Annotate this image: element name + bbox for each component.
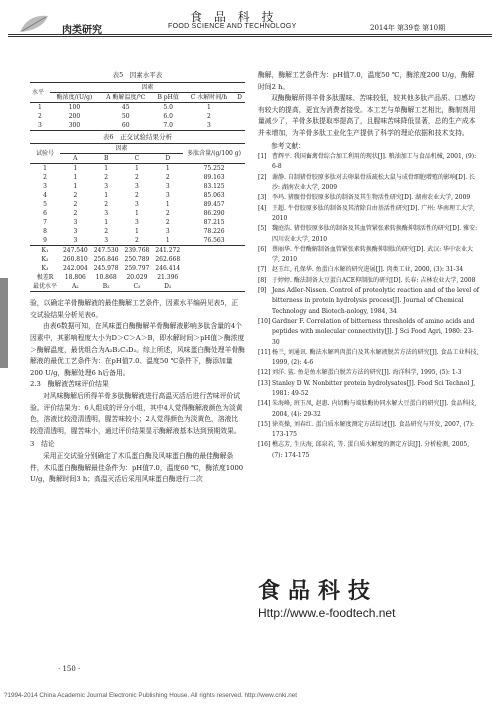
- table-cell: 1: [207, 103, 211, 111]
- table-cell: 6: [43, 210, 47, 218]
- reference-number: [7]: [258, 266, 267, 274]
- table-cell: 3: [165, 183, 170, 191]
- table-row: [30, 200, 245, 209]
- table-cell: [183, 282, 245, 292]
- table-cell: 5: [43, 201, 47, 209]
- table-cell: 76.563: [203, 237, 225, 245]
- paragraph: 双酶酶解所得羊骨多肽腥味、苦味较低，较其他多肽产品质、口感均有较大的提高，更宜为消费者接受。本工艺与单酶解工艺相比，酶制剂用量减少了，羊骨多肽提取率提高了，且腥味苦味降低显著，总的生产成本并未增加，为羊骨多肽工业化生产提供了科学的理论依据和技术支持。: [258, 94, 476, 137]
- table-cell: 262.668: [155, 256, 181, 264]
- header-rule: [8, 34, 492, 35]
- table6-title: 表6 正交试验结果分析: [102, 132, 173, 141]
- journal-title-cn: 食 品 科 技: [190, 10, 278, 24]
- table-cell: 1: [135, 228, 139, 236]
- section-heading: 3 结论: [30, 440, 55, 449]
- table-cell: 2: [165, 219, 170, 227]
- table5-title: 表5 因素水平表: [112, 71, 163, 79]
- table6-factor: C: [134, 155, 140, 163]
- reference-item: [258, 224, 480, 245]
- table-cell: [183, 264, 245, 273]
- table-row: [30, 209, 245, 218]
- table-cell: 3: [207, 121, 211, 129]
- reference-text: 刘洋. 鲨. 鱼是鱼水解蛋白脱苦方法的研究[J]. 海洋科学, 1995, (5): 1-3: [272, 369, 462, 377]
- table5-col-header: A 酶解温度/℃: [106, 93, 146, 101]
- reference-item: [258, 173, 480, 194]
- reference-number: [2]: [258, 173, 267, 181]
- leaf-logo-icon: [18, 12, 58, 36]
- table-cell: 1: [104, 192, 109, 200]
- left-column: [30, 70, 245, 486]
- reference-number: [6]: [258, 245, 267, 253]
- table-cell: 20.029: [126, 274, 148, 282]
- reference-number: [1]: [258, 153, 267, 161]
- table-cell: 3: [73, 237, 78, 245]
- section-heading: 2.3 酶解液苦味评价结果: [30, 380, 109, 389]
- table5-col-header: C 水解时间/h: [190, 93, 228, 101]
- table-row: [30, 164, 245, 174]
- table-cell: 2: [165, 174, 170, 182]
- table-cell: 241.272: [155, 247, 181, 255]
- table-cell: 85.063: [203, 192, 225, 200]
- table-cell: 7.0: [163, 121, 173, 129]
- table-cell: 极差R: [36, 274, 54, 282]
- table-cell: 3: [104, 183, 109, 191]
- table-cell: 2: [104, 228, 109, 236]
- reference-number: [8]: [258, 276, 267, 284]
- table-cell: 10.868: [95, 274, 117, 282]
- table-cell: 247.530: [93, 247, 119, 255]
- table-cell: 2: [135, 192, 139, 200]
- table-cell: 2: [135, 237, 139, 245]
- table-cell: A₂: [71, 283, 79, 291]
- table-cell: 259.797: [124, 265, 150, 273]
- right-column: [258, 70, 480, 461]
- table-cell: 89.457: [203, 201, 225, 209]
- table-cell: 1: [73, 183, 78, 191]
- page-number: · 150 ·: [58, 665, 81, 673]
- table-cell: 83.125: [203, 183, 225, 191]
- table-row: [30, 173, 245, 182]
- table-cell: K₁: [41, 247, 49, 255]
- header-rule-thin: [8, 36, 492, 37]
- journal-title-en: FOOD SCIENCE AND TECHNOLOGY: [168, 23, 297, 30]
- table-cell: 60: [121, 121, 130, 129]
- table-cell: 3: [135, 183, 139, 191]
- table-cell: 1: [43, 165, 47, 173]
- table-cell: 7: [43, 219, 47, 227]
- table-cell: 3: [73, 219, 78, 227]
- reference-item: [258, 245, 480, 266]
- table5-col-header: B pH值: [157, 93, 179, 101]
- reference-number: [5]: [258, 225, 267, 233]
- reference-text: 杨兰, 刘通讯. 酶法水解鸡肉蛋白及其水解液脱苦方法的研究[J]. 食品工业科技, 1999, (2): 4-6: [272, 348, 479, 367]
- reference-number: [13]: [258, 379, 271, 387]
- paragraph: 采用正交试验分别确定了木瓜蛋白酶及风味蛋白酶的最佳酶解条件，木瓜蛋白酶酶解最佳条件为：pH值7.0，温度60 ℃，酶浓度1000 U/g，酶解时间3 h；高温灭活后采用风味蛋白酶进行二次: [30, 451, 244, 484]
- table-cell: 2: [43, 174, 47, 182]
- reference-number: [16]: [258, 441, 271, 449]
- reference-item: [258, 193, 480, 203]
- table-row: [30, 282, 245, 292]
- reference-text: 魏庭浩. 猪骨胶原多肽的制备及其血管紧张素转换酶抑制活性的研究[D]. 雅安: 四川农业大学, 2010: [272, 225, 478, 243]
- table-row: [30, 273, 245, 282]
- side-tab-marker: [0, 278, 8, 368]
- table-cell: 1: [38, 103, 42, 111]
- table5-col-header: D: [237, 93, 242, 101]
- table-cell: 2: [73, 201, 78, 209]
- table-cell: 247.540: [62, 247, 88, 255]
- table6: [30, 143, 245, 292]
- table-cell: 9: [43, 237, 47, 245]
- reference-item: [258, 276, 480, 286]
- table-cell: 3: [165, 228, 170, 236]
- table-cell: 2: [38, 112, 42, 120]
- table6-result-header: 多肽含量/(g/100 g): [187, 150, 241, 158]
- table-row: [30, 264, 245, 273]
- table6-factor: B: [103, 155, 109, 163]
- reference-number: [3]: [258, 194, 267, 202]
- reference-item: [258, 379, 480, 400]
- table-cell: 1: [135, 210, 139, 218]
- reference-number: [12]: [258, 369, 271, 377]
- table-row: [30, 255, 245, 264]
- table6-trial-header: 试验号: [35, 150, 54, 158]
- table-cell: 3: [104, 210, 109, 218]
- reference-text: 蔡丽华. 牛骨酶解制备血管紧张素转换酶抑制肽的研究[D]. 武汉: 华中农业大学, 2010: [272, 245, 474, 264]
- reference-number: [14]: [258, 400, 271, 408]
- table-cell: 86.290: [203, 210, 225, 218]
- table-row: [30, 218, 245, 227]
- journal-url: Http://www.e-foodtech.net: [258, 606, 396, 620]
- table-cell: 1: [73, 174, 78, 182]
- paragraph: 酶解，酶解工艺条件为：pH值7.0，温度50 ℃，酶浓度200 U/g，酶解时间2 h。: [258, 71, 475, 91]
- reference-item: [258, 368, 480, 378]
- reference-item: [258, 420, 480, 441]
- table-cell: K₃: [41, 265, 49, 273]
- reference-text: 赵玉红, 孔保华. 鱼蛋白水解的研究进展[J]. 肉类工业, 2000, (3): 31-34: [272, 266, 464, 274]
- table-cell: 100: [68, 103, 81, 111]
- table-row: [30, 227, 245, 236]
- table5-factor-header: 因素: [50, 82, 245, 92]
- reference-number: [15]: [258, 420, 271, 428]
- table-cell: [183, 246, 245, 256]
- table-cell: 2: [73, 210, 78, 218]
- table-cell: 1: [104, 165, 109, 173]
- reference-number: [9]: [258, 287, 267, 295]
- table-cell: 8: [43, 228, 47, 236]
- table-row: [30, 246, 245, 256]
- table-cell: 3: [73, 228, 78, 236]
- reference-item: [258, 204, 480, 225]
- reference-text: 李玛. 猪髋骨骨胶原多肽的制备及其生物活性研究[D]. 湖南农业大学, 2009: [272, 194, 471, 202]
- table-cell: 2: [207, 112, 211, 120]
- table-row: [30, 182, 245, 191]
- table-cell: 5.0: [163, 103, 173, 111]
- table-cell: D₂: [164, 283, 172, 291]
- paragraph: 验，以确定羊骨酶解液的最佳酶解工艺条件，因素水平编码见表5，正交试验结果分析见表6。: [30, 299, 239, 319]
- table5-col-header: 酶浓度/(U/g): [56, 93, 93, 101]
- copyright-footer: ?1994-2014 China Academic Journal Electronic Publishing House. All rights reserved. http://www.cnki.net: [4, 692, 297, 699]
- reference-number: [10]: [258, 317, 271, 325]
- table-cell: 3: [135, 219, 139, 227]
- table-cell: 3: [43, 183, 47, 191]
- table-row: [30, 191, 245, 200]
- journal-logo-text: 食品科技: [258, 578, 379, 604]
- table5-level-header: 水平: [32, 88, 45, 96]
- table-cell: 1: [135, 165, 139, 173]
- reference-item: [258, 152, 480, 173]
- table-cell: 2: [104, 201, 109, 209]
- table6-factor: A: [73, 155, 78, 163]
- issue-info: 2014年 第39卷 第10期: [370, 24, 446, 32]
- table-cell: 18.806: [64, 274, 86, 282]
- table-row: [30, 121, 245, 131]
- reference-number: [4]: [258, 204, 267, 212]
- table-cell: 2: [165, 210, 170, 218]
- table-cell: 2: [135, 174, 139, 182]
- table-cell: 4: [43, 192, 47, 200]
- reference-text: 于婷婷. 酶法制备大豆蛋白ACE抑制肽的研究[D]. 长春: 吉林农业大学, 2008: [272, 276, 476, 284]
- reference-number: [11]: [258, 348, 271, 356]
- table-cell: 2: [104, 174, 109, 182]
- reference-text: Jens Adler-Nissen. Control of proteolytic reaction and of the level of bitterness in protein hydrolysis process[J]. Journal of Chemical Technology and Biotech-nology, 1984, 34: [272, 287, 480, 315]
- table-cell: 250.789: [124, 256, 150, 264]
- table-cell: 256.846: [93, 256, 119, 264]
- references-title: 参考文献：: [271, 141, 305, 150]
- paragraph: 由表6数据可知，在风味蛋白酶酶解羊骨酶解液影响多肽含量的4个因素中，其影响程度大小为D＞C＞A＞B，即水解时间＞pH值＞酶浓度＞酶解温度，最优组合为A₂B₂C₃D₂。综上所述，风味蛋白酶处理羊骨酶解液的最优工艺条件为：在pH值7.0、温度50 ℃条件下，酶添加量200 U/g，酶解处理6 h后备用。: [30, 322, 245, 377]
- reference-item: [258, 399, 480, 420]
- table-cell: C₃: [133, 283, 141, 291]
- table-cell: 200: [68, 112, 81, 120]
- reference-text: Gardner F. Correlation of bitterness thresholds of amino acids and peptides with molecular connectivity[J]. J Sci Food Agri, 1980: 23-30: [272, 317, 475, 346]
- table-cell: [183, 273, 245, 282]
- reference-text: 徐英操, 刘春红. 蛋白质水解度测定方法综述[J]. 食品研究与开发, 2007, (7): 173-175: [272, 420, 474, 439]
- table6-factor-header: 因素: [60, 144, 183, 154]
- table-cell: 75.252: [203, 165, 225, 173]
- table5: [30, 82, 245, 131]
- reference-item: [258, 317, 480, 348]
- table-cell: 21.396: [157, 274, 179, 282]
- reference-item: [258, 286, 480, 317]
- table-cell: 1: [104, 219, 109, 227]
- table6-factor: D: [165, 155, 171, 163]
- table-cell: 最优水平: [32, 283, 57, 291]
- table-cell: B₂: [102, 283, 110, 291]
- table-cell: 3: [38, 121, 42, 129]
- reference-list: [258, 152, 480, 461]
- table-cell: 2: [73, 192, 78, 200]
- reference-item: [258, 265, 480, 275]
- table-row: [30, 112, 245, 121]
- table-cell: 239.768: [124, 247, 150, 255]
- table-cell: 50: [121, 112, 130, 120]
- table-cell: 78.226: [203, 228, 225, 236]
- table-cell: 3: [165, 192, 170, 200]
- table-cell: K₂: [41, 256, 49, 264]
- section-title: 肉类研究: [62, 25, 102, 36]
- table-cell: 245.978: [93, 265, 119, 273]
- paragraph: 对风味酶解后所得羊骨多肽酶解液进行高温灭活后进行苦味评价试验。评价结果为：6人组成的评分小组，其中4人觉得酶解液颜色为淡黄色，溶液比较澄清透明，腥苦味较小；2人觉得颜色为淡黄色，溶液比较澄清透明，腥苦味小，通过评价结果显示酶解液基本达到预期效果。: [30, 391, 243, 435]
- reference-item: [258, 348, 480, 369]
- table-cell: 1: [165, 201, 170, 209]
- reference-item: [258, 440, 480, 461]
- table-cell: 242.004: [62, 265, 88, 273]
- reference-text: 王超. 牛骨胶原多肽的制备及其清除自由基活性研究[D]. 广州: 华南理工大学, 2010: [272, 204, 475, 222]
- table-cell: 3: [135, 201, 139, 209]
- table-cell: 1: [165, 237, 170, 245]
- table-cell: 260.810: [62, 256, 88, 264]
- table-cell: 300: [68, 121, 81, 129]
- table-cell: 1: [165, 165, 170, 173]
- table-cell: 246.414: [155, 265, 181, 273]
- table-cell: 45: [121, 103, 130, 111]
- reference-text: 曹辉平. 我国畜禽骨综合加工利用的现状[J]. 粮油加工与食品机械, 2001, (9): 6-8: [272, 153, 477, 171]
- reference-text: 朱海峰, 班玉凤, 赵惠. 内切酶与端肽酶协同水解大豆蛋白的研究[J]. 食品科技, 2004, (4): 29-32: [272, 400, 477, 418]
- table-cell: 1: [73, 165, 78, 173]
- table-cell: [183, 255, 245, 264]
- reference-text: 谢静. 自制猪骨胶原多肽对去卵巢骨质疏松大鼠与成骨细胞增殖的影响[D]. 长沙: 湖南农业大学, 2009: [272, 173, 476, 192]
- table-row: [30, 102, 245, 112]
- table-cell: 3: [104, 237, 109, 245]
- table-cell: 89.163: [203, 174, 225, 182]
- reference-text: Stanley D W. Nonbitter protein hydrolysates[J]. Food Sci Technol J, 1981: 49-52: [272, 379, 476, 397]
- table-cell: 6.0: [163, 112, 173, 120]
- table-cell: 87.215: [203, 219, 225, 227]
- reference-text: 樵志芳, 生庆海, 邱泉若, 等. 蛋白质水解度的测定方法[J]. 分析检测, 2005, (7): 174-175: [272, 441, 470, 459]
- table-row: [30, 236, 245, 246]
